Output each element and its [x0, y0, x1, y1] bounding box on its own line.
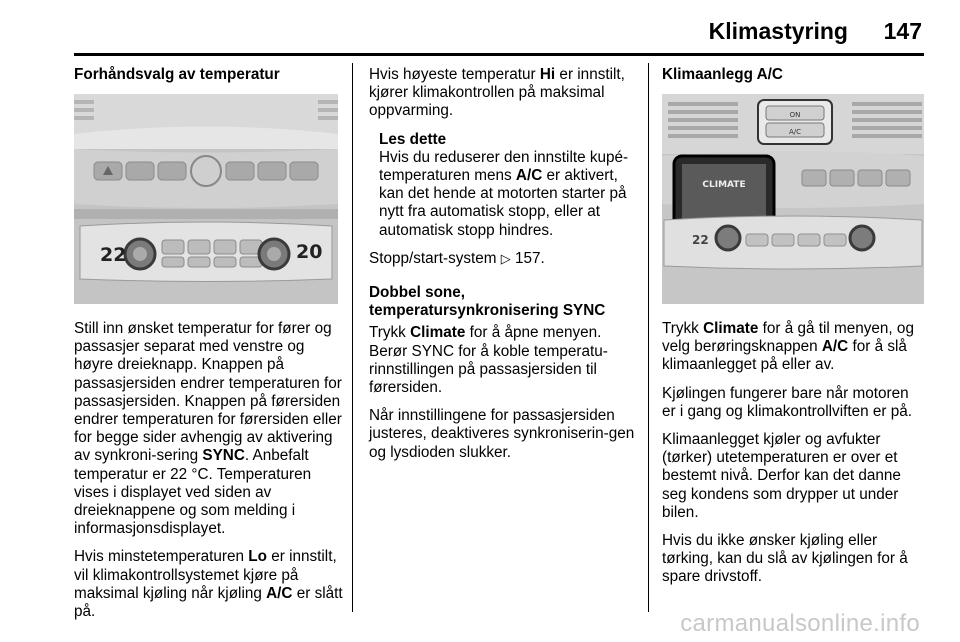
term-ac: A/C [821, 338, 849, 356]
text-run: er innstilt, vil klimakontrollsystemet kjøre på maksimal kjøling når kjøling [74, 548, 337, 602]
text-run: er slått på. [74, 584, 343, 621]
text-run: Trykk [662, 320, 704, 337]
ac-button-label: A/C [788, 128, 802, 136]
term-climate: Climate [410, 324, 466, 342]
page-ref-arrow-icon: ▷ [500, 250, 511, 266]
note-title: Les dette [379, 130, 447, 148]
term-lo: Lo [248, 548, 267, 566]
cross-reference [369, 250, 635, 268]
text-run: Hvis høyeste temperatur [369, 66, 540, 83]
paragraph: Klimaanlegget kjøler og avfukter (tørker) utetemperaturen er over et bestemt nivå. Derfor kan det danne seg kondens som drypper ut under bilen. [662, 431, 901, 521]
text-run: Hvis du reduserer den innstilte kupé-temperaturen mens [379, 148, 629, 185]
section-heading: Forhåndsvalg av temperatur [74, 66, 280, 83]
temp-display: 22 [692, 233, 709, 247]
text-run: Trykk [369, 324, 411, 342]
note-box [379, 131, 635, 240]
temp-left-display: 22 [100, 244, 127, 266]
dashboard-illustration [662, 94, 924, 304]
paragraph: Når innstillingene for passasjersiden justeres, deaktiveres synkroniserin‐gen og lysdioden slukker. [369, 407, 635, 461]
column-1 [74, 66, 346, 88]
paragraph: Kjølingen fungerer bare når motoren er i gang og klimakontrollviften er på. [662, 384, 912, 420]
paragraph [662, 320, 926, 375]
term-climate: Climate [703, 320, 759, 337]
text-run: er aktivert, kan det hende at motorten starter på nytt fra automatisk stopp, eller at automatisk stopp hindres. [379, 167, 627, 239]
text-run: . Anbefalt temperatur er 22 °C. Temperaturen vises i displayet ved siden av dreieknappene og som melding i informasjonsdisplayet. [74, 447, 312, 538]
column-1-body [74, 320, 346, 631]
reference-page: 157. [515, 249, 545, 267]
page-number: 147 [883, 18, 922, 44]
term-hi: Hi [539, 66, 556, 83]
column-divider [648, 63, 649, 612]
text-run: for å gå til menyen, og velg berøringsknappen [662, 320, 914, 356]
on-button-label: ON [789, 111, 801, 119]
column-divider [352, 63, 353, 612]
temp-right-display: 20 [296, 241, 323, 263]
section-heading: Dobbel sone, temperatursynkronisering SYNC [369, 284, 606, 320]
term-ac: A/C [266, 584, 293, 602]
paragraph [74, 548, 346, 621]
paragraph [369, 66, 635, 121]
term-sync: SYNC [202, 447, 245, 465]
page-header [0, 0, 960, 60]
column-3 [662, 66, 926, 88]
text-run: Still inn ønsket temperatur for fører og passasjer separat med venstre og høyre dreieknapp. Knappen på passasjersiden endrer temperaturen for passasjersiden. Knappen på førersiden endrer temperaturen for førersiden eller for begge sider avhengig av aktivering av synkroni‐sering [74, 320, 342, 465]
note-text [379, 149, 635, 240]
column-2 [369, 66, 635, 472]
section-heading: Klimaanlegg A/C [662, 66, 783, 83]
chapter-title: Klimastyring [708, 18, 848, 44]
paragraph [74, 320, 346, 538]
climate-screen-label: CLIMATE [702, 180, 746, 190]
dashboard-illustration [74, 94, 338, 304]
paragraph: Hvis du ikke ønsker kjøling eller tørking, kan du slå av kjølingen for å spare drivstoff. [662, 532, 908, 586]
watermark: carmanualsonline.info [680, 610, 920, 637]
text-run: er innstilt, kjører klimakontrollen på maksimal oppvarming. [369, 66, 625, 120]
column-3-body [662, 320, 926, 597]
reference-text: Stopp/start-system [369, 249, 501, 267]
header-rule [74, 53, 924, 56]
dashboard-photo-ac [662, 94, 924, 304]
paragraph [369, 324, 635, 397]
text-run: Hvis minstetemperaturen [74, 548, 249, 566]
dashboard-photo-temperature [74, 94, 338, 304]
term-ac: A/C [515, 167, 543, 185]
text-run: for å slå klimaanlegget på eller av. [662, 338, 907, 374]
text-run: for å åpne menyen. Berør SYNC for å koble temperatu‐rinnstillingen på passasjersiden til førersiden. [369, 324, 608, 397]
